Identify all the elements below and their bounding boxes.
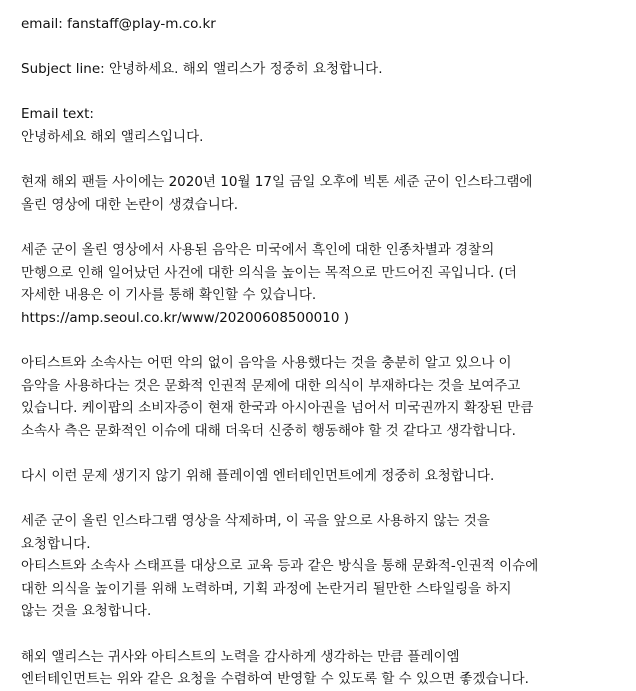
email-document — [21, 13, 621, 691]
paragraph-line: 대한 의식을 높이기를 위해 노력하며, 기획 과정에 논란거리 될만한 스타일링을 하지 — [21, 580, 512, 597]
email-address-line: email: fanstaff@play-m.co.kr — [21, 16, 216, 32]
paragraph-line: 아티스트와 소속사 스태프를 대상으로 교육 등과 같은 방식을 통해 문화적-인권적 이슈에 — [21, 558, 539, 575]
paragraph-line: 세준 군이 올린 인스타그램 영상을 삭제하며, 이 곡을 앞으로 사용하지 않는 것을 — [21, 513, 490, 530]
spacer — [21, 81, 621, 104]
paragraph-line: 세준 군이 올린 영상에서 사용된 음악은 미국에서 흑인에 대한 인종차별과 경찰의 — [21, 241, 495, 258]
spacer — [21, 623, 621, 646]
paragraph-line: 자세한 내용은 이 기사를 통해 확인할 수 있습니다. — [21, 287, 317, 304]
subject-line: Subject line: 안녕하세요. 해외 앨리스가 정중히 요청합니다. — [21, 61, 383, 78]
spacer — [21, 216, 621, 239]
spacer — [21, 149, 621, 172]
paragraph-line: 소속사 측은 문화적인 이슈에 대해 더욱더 신중히 행동해야 할 것 같다고 생각합니다. — [21, 422, 516, 439]
spacer — [21, 487, 621, 510]
paragraph-line: 아티스트와 소속사는 어떤 악의 없이 음악을 사용했다는 것을 충분히 알고 있으나 이 — [21, 354, 512, 371]
paragraph-request-intro — [21, 465, 621, 488]
paragraph-controversy — [21, 171, 621, 216]
article-url: https://amp.seoul.co.kr/www/20200608500010 ) — [21, 309, 350, 326]
paragraph-line: 있습니다. 케이팝의 소비자증이 현재 한국과 아시아권을 넘어서 미국권까지 확장된 만큼 — [21, 400, 534, 417]
paragraph-line: 만행으로 인해 일어났던 사건에 대한 의식을 높이는 목적으로 만드어진 곡입니다. (더 — [21, 264, 517, 281]
paragraph-closing — [21, 646, 621, 691]
email-text-heading: Email text: — [21, 106, 94, 123]
paragraph-awareness — [21, 352, 621, 442]
paragraph-requests — [21, 510, 621, 623]
paragraph-line: 않는 것을 요청합니다. — [21, 603, 152, 620]
paragraph-line: 요청합니다. — [21, 535, 91, 552]
paragraph-line: 다시 이런 문제 생기지 않기 위해 플레이엠 엔터테인먼트에게 정중히 요청합니다. — [21, 467, 495, 484]
paragraph-line: 엔터테인먼트는 위와 같은 요청을 수렴하여 반영할 수 있도록 할 수 있으면 좋겠습니다. — [21, 671, 529, 688]
paragraph-line: 현재 해외 팬들 사이에는 2020년 10월 17일 금일 오후에 빅톤 세준 군이 인스타그램에 — [21, 174, 533, 191]
paragraph-line: 해외 앨리스는 귀사와 아티스트의 노력을 감사하게 생각하는 만큼 플레이엠 — [21, 648, 460, 665]
spacer — [21, 36, 621, 59]
paragraph-song-context — [21, 239, 621, 329]
greeting-line: 안녕하세요 해외 앨리스입니다. — [21, 128, 204, 145]
paragraph-line: 음악을 사용하다는 것은 문화적 인권적 문제에 대한 의식이 부재하다는 것을 보여주고 — [21, 377, 521, 394]
spacer — [21, 329, 621, 352]
spacer — [21, 442, 621, 465]
paragraph-line: 올린 영상에 대한 논란이 생겼습니다. — [21, 196, 239, 213]
